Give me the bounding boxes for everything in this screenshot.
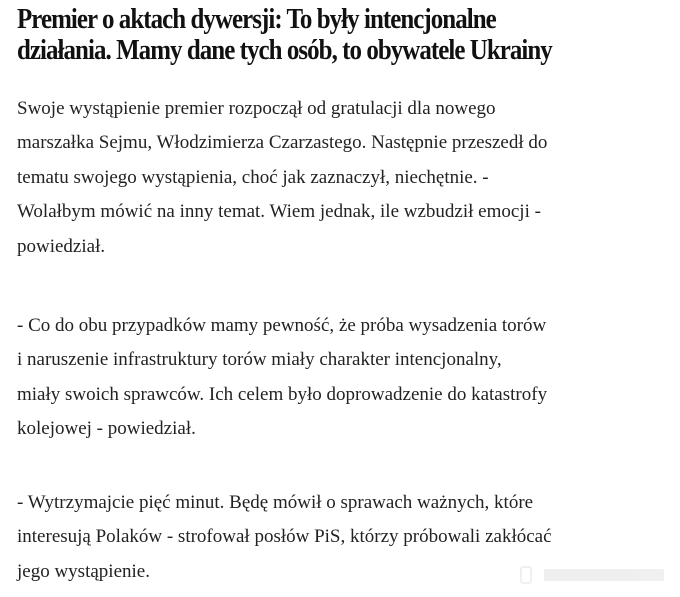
text-line: marszałka Sejmu, Włodzimierza Czarzastego. Następnie przeszedł do	[17, 132, 548, 154]
article-paragraph	[17, 92, 547, 264]
text-line: - Wytrzymajcie pięć minut. Będę mówił o sprawach ważnych, które	[17, 492, 534, 513]
watermark-text-blur	[544, 569, 664, 581]
text-line: Wolałbym mówić na inny temat. Wiem jednak, ile wzbudził emocji -	[17, 201, 541, 223]
article-paragraph	[17, 309, 547, 447]
watermark-logo-icon	[520, 566, 532, 584]
text-line: Swoje wystąpienie premier rozpoczął od gratulacji dla nowego	[17, 98, 496, 119]
headline-line: działania. Mamy dane tych osób, to obywatele Ukrainy	[17, 34, 552, 66]
text-line: interesują Polaków - strofował posłów PiS, którzy próbowali zakłócać	[17, 526, 552, 548]
text-line: tematu swojego wystąpienia, choć jak zaznaczył, niechętnie. -	[17, 166, 489, 188]
text-line: kolejowej - powiedział.	[17, 418, 196, 440]
article-headline	[17, 4, 552, 66]
text-line: miały swoich sprawców. Ich celem było doprowadzenie do katastrofy	[17, 383, 548, 405]
headline-line: Premier o aktach dywersji: To były intencjonalne	[17, 3, 496, 35]
text-line: i naruszenie infrastruktury torów miały charakter intencjonalny,	[17, 349, 502, 371]
watermark	[520, 566, 670, 584]
text-line: - Co do obu przypadków mamy pewność, że próba wysadzenia torów	[17, 315, 547, 336]
text-line: jego wystąpienie.	[17, 560, 150, 582]
text-line: powiedział.	[17, 235, 106, 257]
article-paragraph	[17, 486, 552, 589]
